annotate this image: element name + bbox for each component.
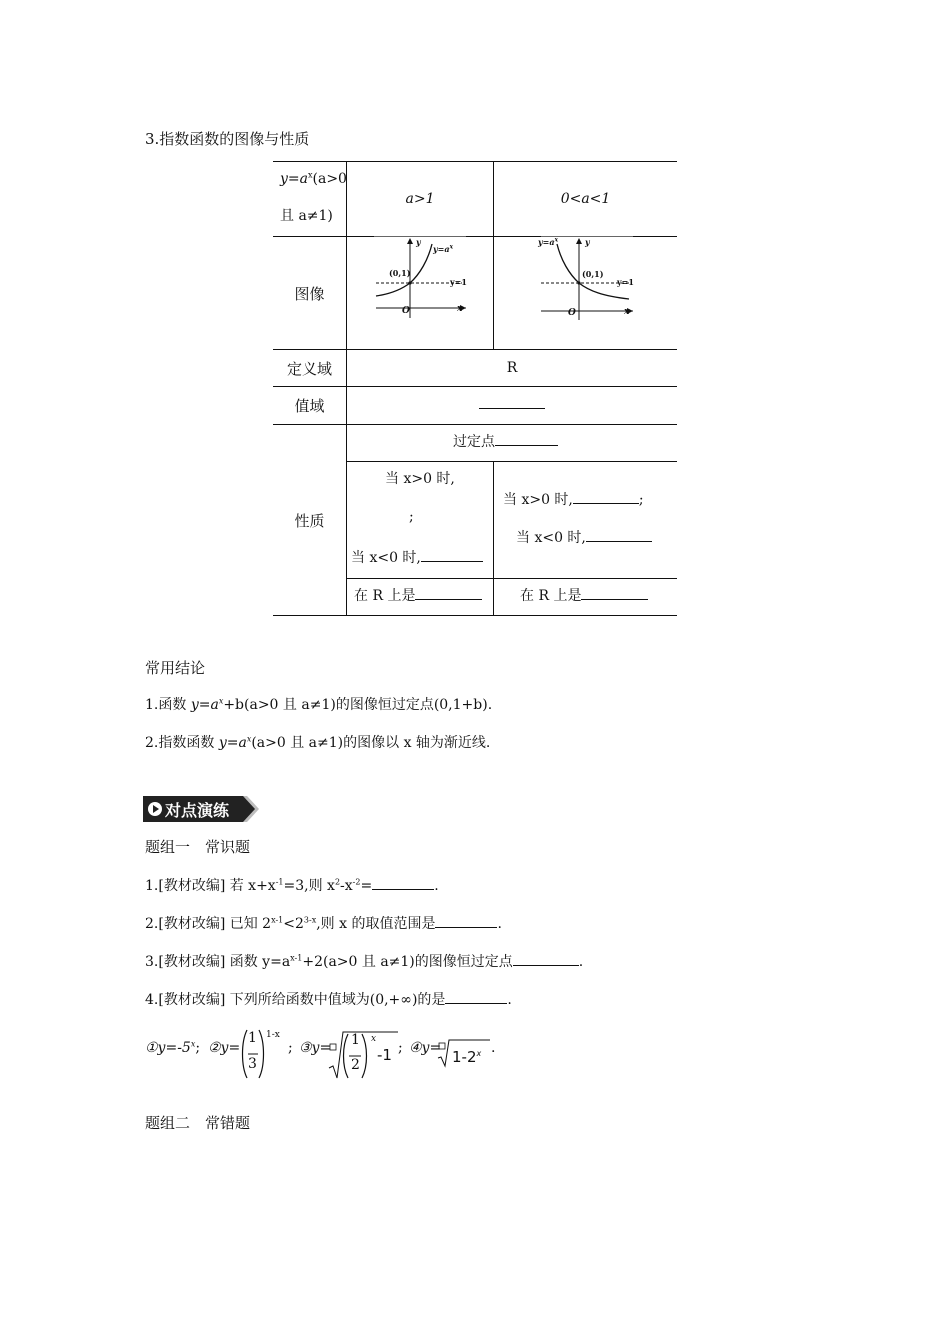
row-label-properties: 性质 — [294, 511, 325, 530]
question-4: 4.[教材改编] 下列所给函数中值域为(0,+∞)的是 . — [145, 989, 512, 1009]
col-header-a-lt-1: 0<a<1 — [560, 191, 611, 207]
option-1: $①y=-5^x$; — [145, 1039, 201, 1056]
question-2-blank[interactable] — [435, 913, 497, 928]
conclusion-1: 1.函数 $y=a^x+b(a>0$ 且 a≠1)的图像恒过定点(0,1+b). — [145, 696, 493, 713]
row-label-domain: 定义域 — [286, 359, 332, 378]
question-1-blank[interactable] — [372, 875, 434, 890]
question-4-blank[interactable] — [445, 989, 507, 1004]
option-3-numerator: 1 — [351, 1032, 360, 1048]
right-x-lt-0-item: 当 x<0 时, — [516, 527, 652, 547]
option-4-end: . — [491, 1040, 496, 1056]
option-3-minus-one: -1 — [377, 1046, 392, 1064]
left-x-axis-label: x — [457, 304, 463, 314]
right-hline-label: y=1 — [617, 277, 634, 287]
right-monotonic-blank[interactable] — [581, 585, 648, 600]
left-hline-label: y=1 — [450, 277, 467, 287]
option-2-end: ; — [288, 1040, 293, 1056]
fixed-point-label: 过定点 — [453, 434, 495, 450]
question-3: 3.[教材改编] 函数 $y=a^{x-1}+2(a>0$ 且 a≠1)的图像恒过定点 . — [145, 951, 583, 971]
left-curve-label: $y=a^x$ — [433, 243, 454, 254]
section-title: 3.指数函数的图像与性质 — [145, 130, 310, 148]
left-x-lt-0-blank[interactable] — [421, 547, 483, 562]
range-blank[interactable] — [479, 394, 545, 413]
option-2-exponent: 1-x — [266, 1030, 280, 1040]
left-y-axis-label: y — [416, 237, 421, 247]
right-origin-label: O — [568, 308, 576, 318]
option-3-exponent: x — [371, 1034, 377, 1044]
row-label-range: 值域 — [294, 397, 325, 415]
col-header-a-gt-1: a>1 — [405, 191, 435, 207]
right-x-gt-0-item: 当 x>0 时, ; — [503, 489, 644, 509]
right-point-label: (0,1) — [582, 269, 604, 279]
left-monotonic-item: 在 R 上是 — [354, 585, 482, 605]
left-x-gt-0-label: 当 x>0 时, — [385, 471, 455, 487]
left-x-lt-0-item: 当 x<0 时, — [351, 547, 483, 567]
conclusion-2: 2.指数函数 $y=a^x(a>0$ 且 a≠1)的图像以 x 轴为渐近线. — [145, 734, 491, 751]
option-3-denominator: 2 — [351, 1057, 360, 1073]
practice-badge-label: 对点演练 — [165, 801, 230, 820]
fixed-point-item — [453, 431, 558, 451]
header-function-cond: 且 a≠1) — [280, 208, 333, 224]
option-4-prefix: ④y= — [409, 1040, 442, 1056]
left-point-label: (0,1) — [389, 268, 411, 278]
question-1: 1.[教材改编] 若 $x+x^{-1}=3$,则 $x^2-x^{-2}=$ . — [145, 875, 439, 895]
left-monotonic-blank[interactable] — [415, 585, 482, 600]
left-origin-label: O — [402, 306, 410, 316]
option-4-radicand: 1-2$^x$ — [452, 1048, 482, 1066]
fixed-point-blank[interactable] — [495, 431, 558, 446]
header-function-def: $y=a^x(a>0$ — [280, 170, 347, 187]
group-2-title: 题组二 常错题 — [145, 1114, 251, 1132]
right-x-gt-0-blank[interactable] — [573, 489, 639, 504]
right-curve-label: $y=a^x$ — [538, 236, 559, 247]
right-monotonic-item: 在 R 上是 — [520, 585, 648, 605]
option-2-denominator: 3 — [248, 1056, 257, 1072]
right-x-lt-0-blank[interactable] — [586, 527, 652, 542]
row-label-image: 图像 — [294, 284, 325, 303]
conclusions-title: 常用结论 — [145, 659, 206, 677]
option-3-prefix: ③y= — [299, 1040, 332, 1056]
question-3-blank[interactable] — [513, 951, 579, 966]
option-2-prefix: ②y= — [208, 1040, 241, 1056]
question-2: 2.[教材改编] 已知 $2^{x-1}<2^{3-x}$,则 x 的取值范围是 . — [145, 913, 502, 933]
group-1-title: 题组一 常识题 — [145, 838, 251, 856]
domain-value: R — [506, 360, 518, 376]
right-x-axis-label: x — [624, 307, 630, 317]
option-2-numerator: 1 — [248, 1030, 257, 1046]
option-3-end: ; — [398, 1040, 403, 1056]
right-y-axis-label: y — [585, 237, 590, 247]
left-semicolon: ; — [409, 509, 414, 525]
